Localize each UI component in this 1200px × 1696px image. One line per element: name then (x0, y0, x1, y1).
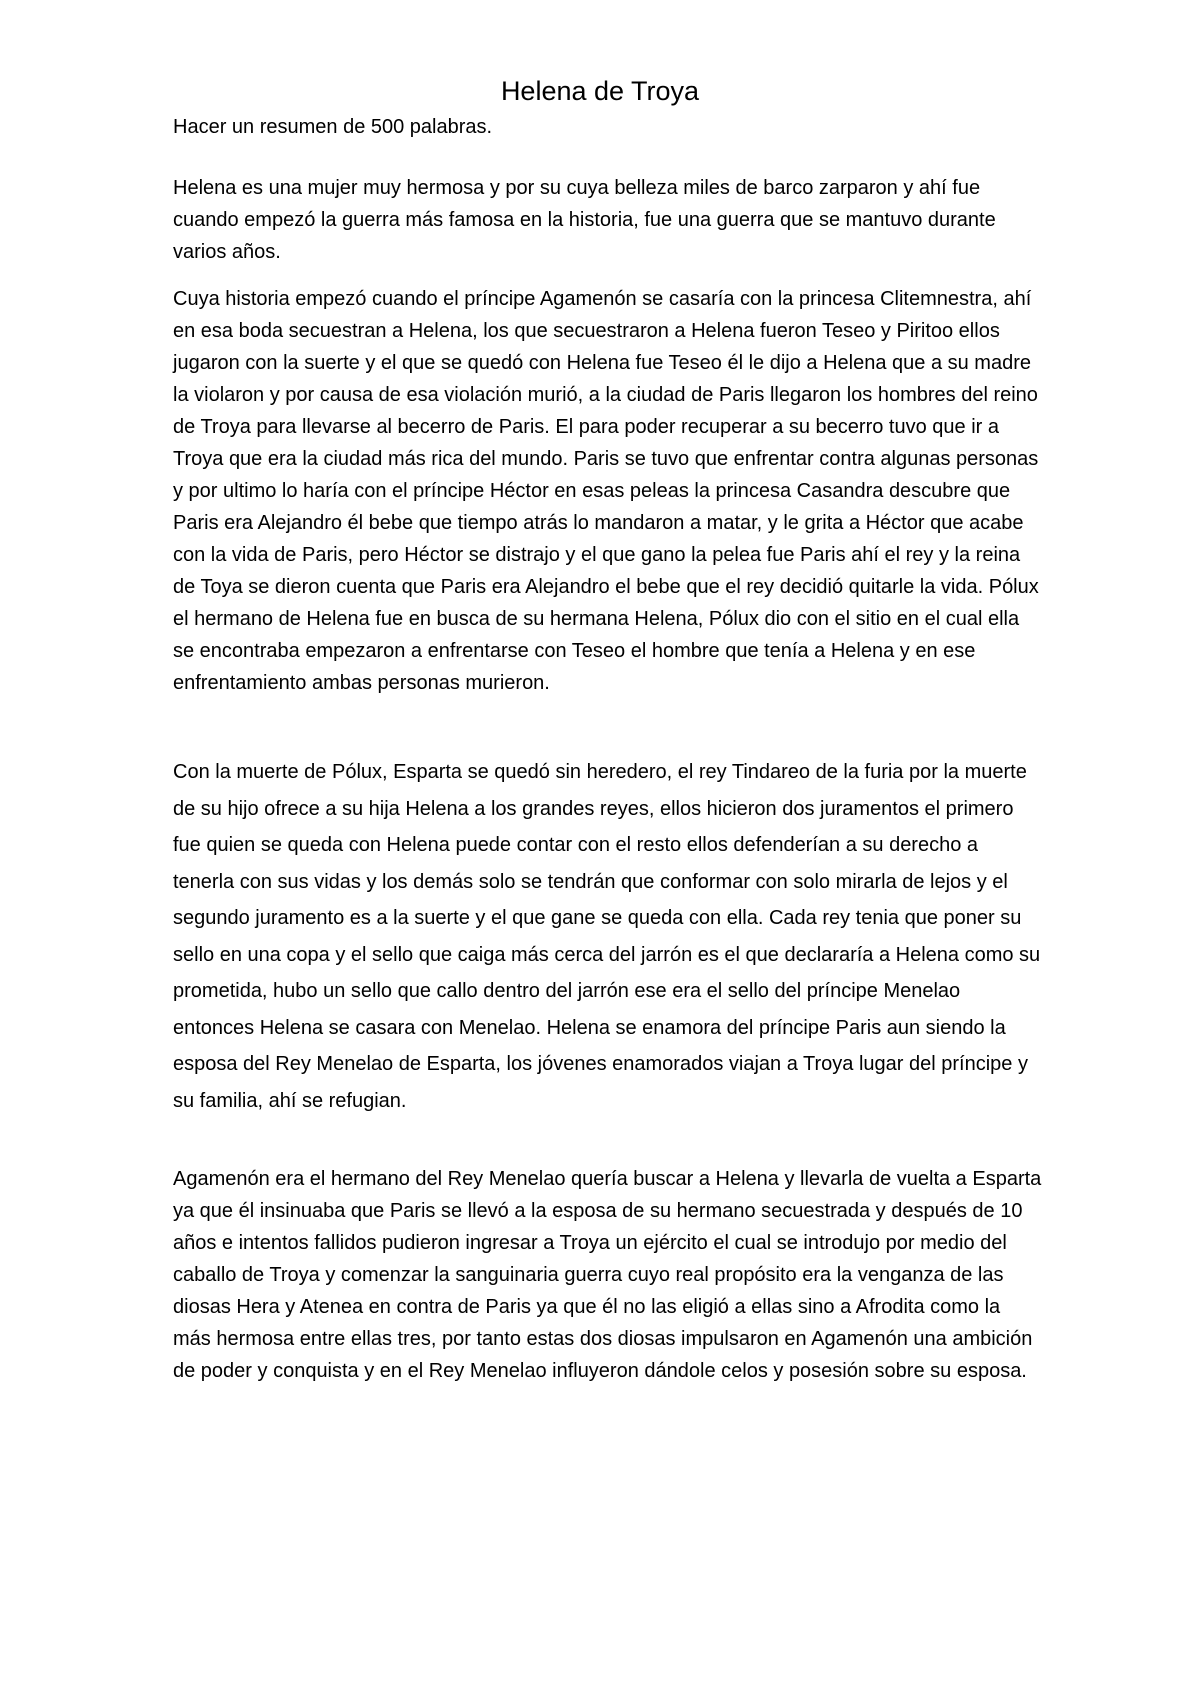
paragraph-suitors-oaths: Con la muerte de Pólux, Esparta se quedó sin heredero, el rey Tindareo de la furia por la muerte de su hijo ofrece a su hija Helena a los grandes reyes, ellos hicieron dos juramentos el primero fue quien se queda con Helena puede contar con el resto ellos defenderían a su derecho a tenerla con sus vidas y los demás solo se tendrán que conformar con solo mirarla de lejos y el segundo juramento es a la suerte y el que gane se queda con ella. Cada rey tenia que poner su sello en una copa y el sello que caiga más cerca del jarrón es el que declararía a Helena como su prometida, hubo un sello que callo dentro del jarrón ese era el sello del príncipe Menelao entonces Helena se casara con Menelao. Helena se enamora del príncipe Paris aun siendo la esposa del Rey Menelao de Esparta, los jóvenes enamorados viajan a Troya lugar del príncipe y su familia, ahí se refugian. (173, 761, 1041, 1112)
paragraph-intro: Helena es una mujer muy hermosa y por su cuya belleza miles de barco zarparon y ahí fue cuando empezó la guerra más famosa en la historia, fue una guerra que se mantuvo durante varios años. (173, 177, 996, 263)
paragraph-story-beginning: Cuya historia empezó cuando el príncipe Agamenón se casaría con la princesa Clitemnestra, ahí en esa boda secuestran a Helena, los que secuestraron a Helena fueron Teseo y Piritoo ellos jugaron con la suerte y el que se quedó con Helena fue Teseo él le dijo a Helena que a su madre la violaron y por causa de esa violación murió, a la ciudad de Paris llegaron los hombres del reino de Troya para llevarse al becerro de Paris. El para poder recuperar a su becerro tuvo que ir a Troya que era la ciudad más rica del mundo. Paris se tuvo que enfrentar contra algunas personas y por ultimo lo haría con el príncipe Héctor en esas peleas la princesa Casandra descubre que Paris era Alejandro él bebe que tiempo atrás lo mandaron a matar, y le grita a Héctor que acabe con la vida de Paris, pero Héctor se distrajo y el que gano la pelea fue Paris ahí el rey y la reina de Toya se dieron cuenta que Paris era Alejandro el bebe que el rey decidió quitarle la vida. Pólux el hermano de Helena fue en busca de su hermana Helena, Pólux dio con el sitio en el cual ella se encontraba empezaron a enfrentarse con Teseo el hombre que tenía a Helena y en ese enfrentamiento ambas personas murieron. (173, 288, 1039, 694)
document-title: Helena de Troya (500, 76, 700, 106)
paragraph-trojan-war: Agamenón era el hermano del Rey Menelao quería buscar a Helena y llevarla de vuelta a Esparta ya que él insinuaba que Paris se llevó a la esposa de su hermano secuestrada y después de 10 años e intentos fallidos pudieron ingresar a Troya un ejército el cual se introdujo por medio del caballo de Troya y comenzar la sanguinaria guerra cuyo real propósito era la venganza de las diosas Hera y Atenea en contra de Paris ya que él no las eligió a ellas sino a Afrodita como la más hermosa entre ellas tres, por tanto estas dos diosas impulsaron en Agamenón una ambición de poder y conquista y en el Rey Menelao influyeron dándole celos y posesión sobre su esposa. (173, 1168, 1042, 1382)
assignment-instruction: Hacer un resumen de 500 palabras. (173, 116, 493, 138)
